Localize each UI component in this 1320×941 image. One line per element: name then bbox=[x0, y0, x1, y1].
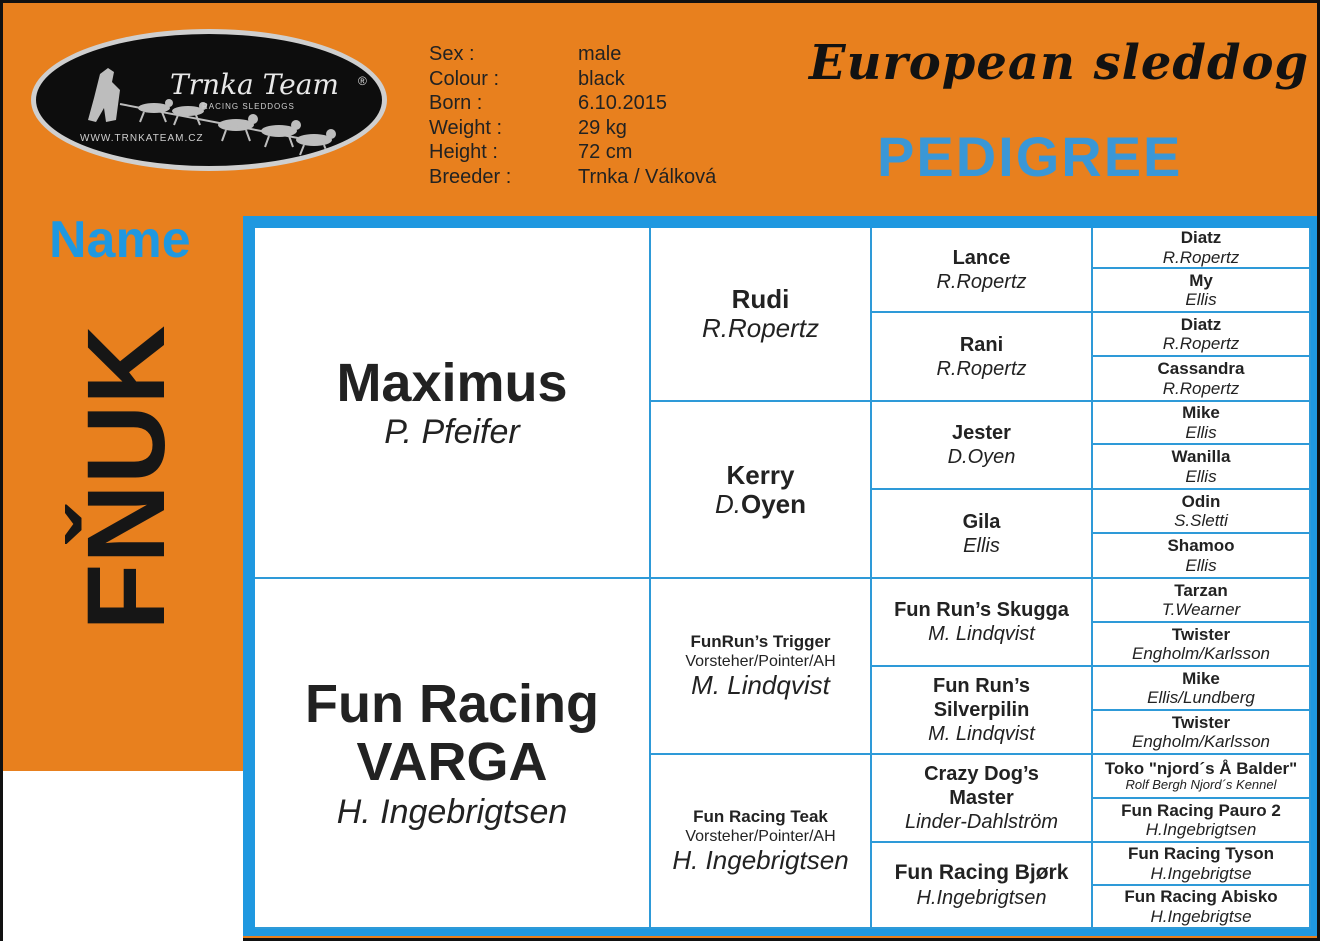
dog-name-text: Shamoo bbox=[1167, 536, 1235, 556]
gen3-dog bbox=[872, 313, 1093, 402]
paternal-grandsire bbox=[651, 228, 872, 402]
breeder-text: R.Ropertz bbox=[1162, 378, 1240, 398]
registered-mark: ® bbox=[358, 74, 367, 88]
info-value: black bbox=[578, 67, 625, 90]
gen4-dog bbox=[1093, 711, 1311, 755]
breeder-text: H. Ingebrigtsen bbox=[336, 792, 568, 831]
gen4-dog bbox=[1093, 886, 1311, 929]
info-label: Height : bbox=[429, 141, 498, 164]
info-row-born bbox=[429, 91, 716, 116]
info-label: Breeder : bbox=[429, 165, 512, 188]
info-row-height bbox=[429, 140, 716, 165]
dog-name-text: Rani bbox=[959, 333, 1004, 356]
breeder-text: R.Ropertz bbox=[1162, 247, 1240, 267]
breeder-text: R.Ropertz bbox=[936, 270, 1027, 293]
breeder-text: S.Sletti bbox=[1174, 511, 1228, 530]
breeder-text: H. Ingebrigtsen bbox=[672, 845, 849, 876]
dog-name-text: Fun Racing Abisko bbox=[1124, 887, 1278, 907]
dog-name-text: FunRun’s Trigger bbox=[690, 631, 831, 651]
gen4-dog bbox=[1093, 445, 1311, 490]
dog-name-text: Mike bbox=[1182, 403, 1220, 423]
info-value: male bbox=[578, 43, 622, 65]
dog-name-text: Mike bbox=[1182, 668, 1220, 688]
breeder-text: M. Lindqvist bbox=[928, 623, 1035, 645]
gen3-dog bbox=[872, 667, 1093, 755]
breeder-text: P. Pfeifer bbox=[384, 412, 520, 451]
dog-name-text: Fun Run’s Skugga bbox=[894, 599, 1069, 621]
breeder-text: Engholm/Karlsson bbox=[1132, 732, 1270, 751]
gen4-dog bbox=[1093, 534, 1311, 579]
gen4-dog bbox=[1093, 623, 1311, 667]
breeder-text: Engholm/Karlsson bbox=[1132, 644, 1270, 663]
breeder-text: H.Ingebrigtsen bbox=[916, 886, 1047, 909]
gen3-dog bbox=[872, 579, 1093, 667]
gen4-dog bbox=[1093, 843, 1311, 886]
title-pedigree: PEDIGREE bbox=[877, 125, 1183, 188]
dog-name-text: Crazy Dog’s Master bbox=[924, 763, 1039, 809]
dog-name-text: Odin bbox=[1181, 491, 1221, 511]
breeder-text: M. Lindqvist bbox=[928, 723, 1035, 745]
dog-name-text: Maximus bbox=[336, 352, 568, 413]
trnka-team-logo bbox=[31, 29, 387, 171]
breeder-text: H.Ingebrigtse bbox=[1150, 863, 1252, 883]
gen4-dog bbox=[1093, 799, 1311, 843]
gen3-dog bbox=[872, 402, 1093, 490]
breeder-text: R.Ropertz bbox=[1162, 334, 1240, 353]
dog-name-text: Jester bbox=[952, 422, 1011, 444]
breeder-text: R.Ropertz bbox=[701, 313, 820, 343]
info-row-sex bbox=[429, 42, 716, 67]
breed-note: Vorsteher/Pointer/AH bbox=[685, 653, 836, 671]
gen3-dog bbox=[872, 755, 1093, 843]
gen4-dog bbox=[1093, 357, 1311, 402]
info-row-weight bbox=[429, 116, 716, 141]
breeder-text: Rolf Bergh Njord´s Kennel bbox=[1125, 777, 1277, 793]
paternal-granddam bbox=[651, 402, 872, 579]
logo-url: WWW.TRNKATEAM.CZ bbox=[80, 133, 204, 144]
dog-name-text: Gila bbox=[962, 510, 1001, 533]
logo-subtitle: RACING SLEDDOGS bbox=[202, 102, 295, 111]
info-label: Sex : bbox=[429, 43, 475, 65]
info-value: Trnka / Válková bbox=[578, 165, 717, 188]
dog-name-text: Fun Run’s Silverpilin bbox=[932, 675, 1031, 721]
dog-name-text: Twister bbox=[1171, 624, 1231, 644]
dog-name-text: Wanilla bbox=[1171, 447, 1231, 467]
gen3-dog bbox=[872, 843, 1093, 929]
dog-name-text: Diatz bbox=[1180, 314, 1222, 334]
dog-name-text: Rudi bbox=[731, 284, 790, 315]
name-label: Name bbox=[49, 211, 191, 269]
gen4-dog bbox=[1093, 667, 1311, 711]
breeder-text: Oyen bbox=[740, 488, 807, 519]
breeder-text: Ellis bbox=[963, 534, 1000, 557]
dog-info-list bbox=[429, 42, 716, 190]
breeder-text: Ellis/Lundberg bbox=[1147, 688, 1255, 707]
gen4-dog bbox=[1093, 579, 1311, 623]
gen4-dog bbox=[1093, 402, 1311, 445]
info-value: 29 kg bbox=[578, 116, 627, 139]
breeder-text: Ellis bbox=[1185, 422, 1217, 442]
gen3-dog bbox=[872, 228, 1093, 313]
maternal-grandsire bbox=[651, 579, 872, 755]
breeder-text: T.Wearner bbox=[1161, 600, 1241, 619]
dog-name-text: Fun Racing Pauro 2 bbox=[1121, 800, 1281, 820]
dog-name-text: Twister bbox=[1171, 712, 1231, 732]
breeder-text: D.Oyen bbox=[947, 446, 1016, 468]
dog-name-text: My bbox=[1189, 270, 1213, 290]
dog-name: FŇUK bbox=[65, 325, 188, 631]
info-value: 6.10.2015 bbox=[578, 92, 667, 115]
dog-name-text: Toko "njord´s Å Balder" bbox=[1104, 759, 1298, 779]
breeder-text: H.Ingebrigtse bbox=[1150, 906, 1252, 926]
logo-title: Trnka Team bbox=[170, 68, 339, 101]
breeder-prefix: D. bbox=[714, 488, 741, 519]
breeder-text: Ellis bbox=[1185, 466, 1217, 486]
dam bbox=[255, 579, 651, 929]
white-corner-strip bbox=[3, 771, 243, 941]
breeder-text: H.Ingebrigtsen bbox=[1145, 820, 1257, 839]
gen4-dog bbox=[1093, 313, 1311, 357]
info-row-breeder bbox=[429, 165, 716, 190]
breeder-text: Ellis bbox=[1185, 290, 1217, 309]
gen4-dog bbox=[1093, 755, 1311, 799]
breeder-text: M. Lindqvist bbox=[691, 670, 830, 701]
breeder-text: R.Ropertz bbox=[936, 357, 1027, 380]
breed-note: Vorsteher/Pointer/AH bbox=[685, 828, 836, 846]
dog-name-text: Fun Racing Teak bbox=[693, 806, 828, 826]
info-row-colour bbox=[429, 67, 716, 92]
gen3-dog bbox=[872, 490, 1093, 579]
dog-name-text: Kerry bbox=[726, 459, 795, 490]
breeder-text: Linder-Dahlström bbox=[904, 811, 1059, 833]
gen4-dog bbox=[1093, 228, 1311, 269]
dog-name-text: Tarzan bbox=[1174, 580, 1228, 600]
gen4-dog bbox=[1093, 269, 1311, 313]
info-label: Colour : bbox=[429, 67, 500, 90]
dog-name-text: Cassandra bbox=[1157, 359, 1245, 379]
info-label: Born : bbox=[429, 92, 483, 115]
title-european-sleddog: European sleddog bbox=[809, 35, 1310, 91]
sire bbox=[255, 228, 651, 579]
pedigree-table bbox=[255, 228, 1311, 929]
dog-name-text: Fun Racing Bjørk bbox=[894, 861, 1069, 885]
info-value: 72 cm bbox=[578, 141, 633, 164]
dog-name-text: Lance bbox=[952, 246, 1011, 269]
breeder-text: Ellis bbox=[1185, 555, 1217, 575]
dog-name-text: Fun Racing Tyson bbox=[1127, 844, 1275, 864]
info-label: Weight : bbox=[429, 116, 502, 139]
maternal-granddam bbox=[651, 755, 872, 929]
dog-name-text: Fun Racing VARGA bbox=[305, 673, 599, 793]
gen4-dog bbox=[1093, 490, 1311, 534]
dog-name-text: Diatz bbox=[1180, 228, 1222, 248]
